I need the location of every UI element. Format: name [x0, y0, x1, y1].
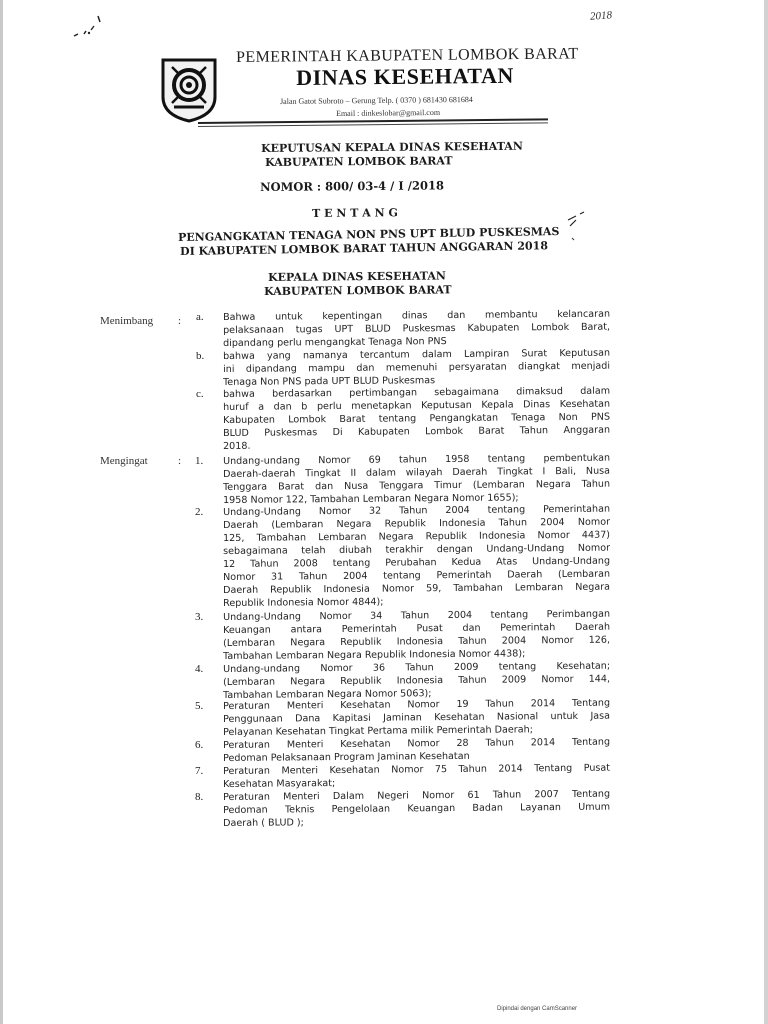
handwritten-year-note: 2018 — [589, 9, 613, 23]
mengingat-item-marker: 1. — [195, 455, 204, 467]
menimbang-label: Menimbang — [100, 315, 154, 327]
mengingat-item-marker: 2. — [195, 506, 204, 518]
mengingat-item-text-line: Peraturan Menteri Kesehatan Nomor 28 Tahun 2014 Tentang — [223, 736, 611, 751]
mengingat-item-text-line: 12 Tahun 2008 tentang Perubahan Kedua Atas Undang-Undang — [223, 555, 611, 570]
menimbang-item-text-line: Kabupaten Lombok Barat tentang Pengangkatan Tenaga Non PNS — [223, 411, 611, 426]
mengingat-item-text-line: Undang-Undang Nomor 34 Tahun 2004 tentang Perimbangan — [223, 608, 611, 623]
menimbang-item-text-line: pelaksanaan tugas UPT BLUD Puskesmas Kabupaten Lombok Barat, — [223, 321, 611, 336]
menimbang-item-text-line: huruf a dan b perlu menetapkan Keputusan Kepala Dinas Kesehatan — [223, 398, 611, 413]
mengingat-item-text-line: Peraturan Menteri Dalam Negeri Nomor 61 Tahun 2007 Tentang — [223, 788, 611, 803]
mengingat-item-text-line: Penggunaan Dana Kapitasi Jaminan Kesehatan Nasional untuk Jasa — [223, 710, 611, 725]
decree-subject-line-1: PENGANGKATAN TENAGA NON PNS UPT BLUD PUSKESMAS — [178, 225, 560, 244]
mengingat-item-marker: 7. — [195, 765, 204, 777]
menimbang-item-text-line: 2018. — [223, 440, 251, 452]
mengingat-item-text-line: Undang-undang Nomor 69 tahun 1958 tentang pembentukan — [223, 452, 611, 467]
letterhead-email: Email : dinkeslobar@gmail.com — [336, 107, 441, 118]
menimbang-colon: : — [178, 315, 182, 327]
mengingat-item-text-line: Pedoman Teknis Pengelolaan Keuangan Badan Layanan Umum — [223, 801, 611, 816]
menimbang-item-text-line: dipandang perlu mengangkat Tenaga Non PNS — [223, 336, 447, 349]
mengingat-item-text-line: 1958 Nomor 122, Tambahan Lembaran Negara Nomor 1655); — [223, 492, 519, 506]
mengingat-item-text-line: Undang-Undang Nomor 32 Tahun 2004 tentang Pemerintahan — [223, 503, 611, 518]
mengingat-item-text-line: Tenggara Barat dan Nusa Tenggara Timur (Lembaran Negara Tahun — [223, 478, 611, 493]
mengingat-item-text-line: Peraturan Menteri Kesehatan Nomor 19 Tahun 2014 Tentang — [223, 697, 611, 712]
menimbang-item-marker: a. — [196, 311, 204, 323]
mengingat-item-marker: 5. — [195, 700, 204, 712]
district-seal-logo — [160, 57, 218, 123]
mengingat-item-text-line: Keuangan antara Pemerintah Pusat dan Pemerintah Daerah — [223, 621, 611, 636]
mengingat-item-text-line: Pelayanan Kesehatan Tingkat Pertama milik Pemerintah Daerah; — [223, 724, 533, 738]
scan-edge-right — [764, 0, 768, 1024]
mengingat-item-marker: 4. — [195, 663, 204, 675]
menimbang-item-marker: c. — [196, 388, 204, 400]
mengingat-item-text-line: Daerah ( BLUD ); — [223, 817, 304, 829]
issuer-line-2: KABUPATEN LOMBOK BARAT — [264, 283, 452, 298]
mengingat-item-text-line: (Lembaran Negara Republik Indonesia Tahun 2009 Nomor 144, — [223, 673, 611, 688]
decree-title-line-1: KEPUTUSAN KEPALA DINAS KESEHATAN — [261, 139, 523, 155]
decree-subject-line-2: DI KABUPATEN LOMBOK BARAT TAHUN ANGGARAN 2018 — [180, 239, 549, 258]
mengingat-item-text-line: Nomor 31 Tahun 2004 tentang Pemerintah Daerah (Lembaran — [223, 568, 611, 583]
menimbang-item-text-line: BLUD Puskesmas Di Kabupaten Lombok Barat Tahun Anggaran — [223, 424, 611, 439]
menimbang-item-text-line: bahwa berdasarkan pertimbangan sebagaimana dimaksud dalam — [223, 385, 611, 400]
mengingat-item-marker: 6. — [195, 739, 204, 751]
menimbang-item-text-line: Tenaga Non PNS pada UPT BLUD Puskesmas — [223, 375, 436, 388]
decree-title-line-2: KABUPATEN LOMBOK BARAT — [265, 154, 453, 169]
handwritten-mark — [564, 210, 588, 246]
decree-about: T E N T A N G — [312, 206, 398, 220]
mengingat-label: Mengingat — [100, 455, 148, 467]
scan-edge-left — [0, 0, 3, 1024]
mengingat-item-text-line: Pedoman Pelaksanaan Program Jaminan Kesehatan — [223, 750, 470, 764]
menimbang-item-marker: b. — [196, 350, 205, 362]
scan-specks — [70, 14, 120, 44]
mengingat-item-text-line: Tambahan Lembaran Negara Nomor 5063); — [223, 688, 432, 701]
mengingat-item-text-line: Republik Indonesia Nomor 4844); — [223, 596, 384, 609]
mengingat-item-text-line: Kesehatan Masyarakat; — [223, 778, 336, 790]
menimbang-item-text-line: bahwa yang namanya tercantum dalam Lampiran Surat Keputusan — [223, 347, 611, 362]
menimbang-item-text-line: ini dipandang mampu dan memenuhi persyaratan diangkat menjadi — [223, 360, 611, 375]
mengingat-colon: : — [178, 455, 182, 467]
letterhead-department: DINAS KESEHATAN — [296, 62, 515, 90]
mengingat-item-text-line: 125, Tambahan Lembaran Negara Republik Indonesia Nomor 4437) — [223, 529, 611, 544]
mengingat-item-marker: 3. — [195, 611, 204, 623]
decree-number: NOMOR : 800/ 03-4 / I /2018 — [260, 178, 444, 194]
mengingat-item-text-line: (Lembaran Negara Republik Indonesia Tahun 2004 Nomor 126, — [223, 634, 611, 649]
mengingat-item-text-line: Tambahan Lembaran Negara Republik Indonesia Nomor 4438); — [223, 648, 526, 662]
mengingat-item-text-line: Daerah (Lembaran Negara Republik Indonesia Tahun 2004 Nomor — [223, 516, 611, 531]
issuer-line-1: KEPALA DINAS KESEHATAN — [268, 269, 446, 284]
menimbang-item-text-line: Bahwa untuk kepentingan dinas dan membantu kelancaran — [223, 308, 611, 323]
letterhead-address: Jalan Gatot Subroto – Gerung Telp. ( 0370 ) 681430 681684 — [280, 94, 473, 106]
mengingat-item-marker: 8. — [195, 791, 204, 803]
mengingat-item-text-line: Undang-undang Nomor 36 Tahun 2009 tentang Kesehatan; — [223, 660, 611, 675]
mengingat-item-text-line: Daerah Republik Indonesia Nomor 59, Tambahan Lembaran Negara — [223, 581, 611, 596]
scanner-footer: Dipindai dengan CamScanner — [497, 1006, 578, 1012]
letterhead-government: PEMERINTAH KABUPATEN LOMBOK BARAT — [236, 45, 579, 66]
mengingat-item-text-line: Peraturan Menteri Kesehatan Nomor 75 Tahun 2014 Tentang Pusat — [223, 762, 611, 777]
mengingat-item-text-line: sebagaimana telah diubah terakhir dengan Undang-Undang Nomor — [223, 542, 611, 557]
mengingat-item-text-line: Daerah-daerah Tingkat II dalam wilayah Daerah Tingkat I Bali, Nusa — [223, 465, 611, 480]
